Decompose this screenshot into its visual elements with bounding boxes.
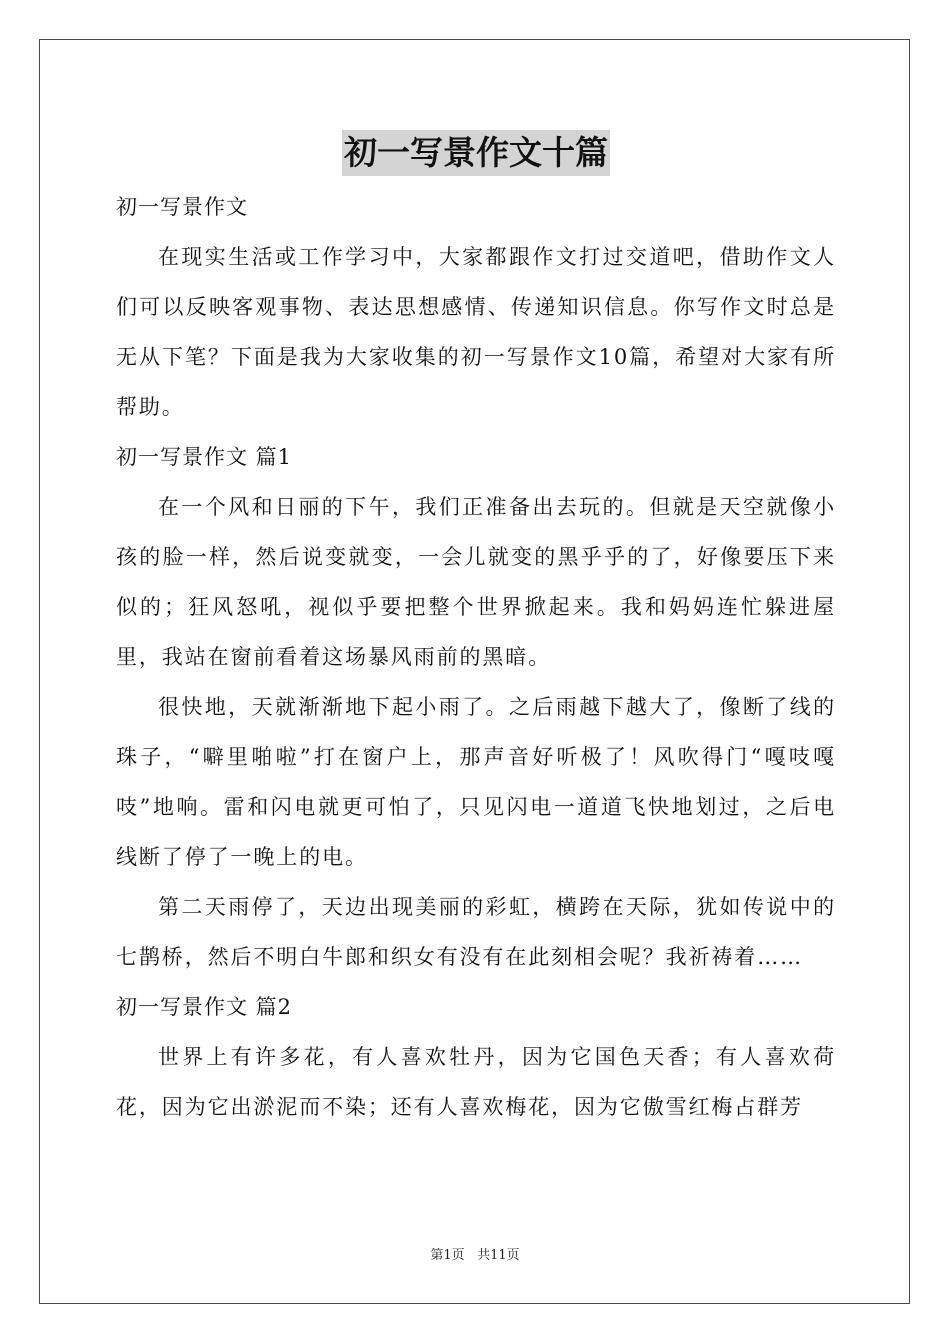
document-title: 初一写景作文十篇 <box>342 130 610 176</box>
paragraph-intro: 在现实生活或工作学习中，大家都跟作文打过交道吧，借助作文人们可以反映客观事物、表达思想感情、传递知识信息。你写作文时总是无从下笔？下面是我为大家收集的初一写景作文10篇，希望对大家有所帮助。 <box>116 245 836 419</box>
page-footer <box>0 1246 950 1266</box>
document-body <box>116 120 836 1132</box>
paragraph-2-1: 世界上有许多花，有人喜欢牡丹，因为它国色天香；有人喜欢荷花，因为它出淤泥而不染；还有人喜欢梅花，因为它傲雪红梅占群芳 <box>116 1045 836 1119</box>
paragraph-1-1: 在一个风和日丽的下午，我们正准备出去玩的。但就是天空就像小孩的脸一样，然后说变就变，一会儿就变的黑乎乎的了，好像要压下来似的；狂风怒吼，视似乎要把整个世界掀起来。我和妈妈连忙躲进屋里，我站在窗前看着这场暴风雨前的黑暗。 <box>116 495 836 669</box>
section-heading-intro: 初一写景作文 <box>116 195 248 219</box>
section-heading-2: 初一写景作文 篇2 <box>116 995 293 1019</box>
paragraph-1-3: 第二天雨停了，天边出现美丽的彩虹，横跨在天际，犹如传说中的七鹊桥，然后不明白牛郎和织女有没有在此刻相会呢？我祈祷着…… <box>116 895 836 969</box>
footer-spacer <box>465 1248 477 1263</box>
paragraph-1-2: 很快地，天就渐渐地下起小雨了。之后雨越下越大了，像断了线的珠子，“噼里啪啦”打在窗户上，那声音好听极了！风吹得门“嘎吱嘎吱”地响。雷和闪电就更可怕了，只见闪电一道道飞快地划过，之后电线断了停了一晚上的电。 <box>116 695 836 869</box>
section-heading-1: 初一写景作文 篇1 <box>116 445 293 469</box>
title-wrap <box>116 120 836 180</box>
page-total: 共11页 <box>477 1248 520 1263</box>
page-number: 第1页 <box>430 1248 465 1263</box>
